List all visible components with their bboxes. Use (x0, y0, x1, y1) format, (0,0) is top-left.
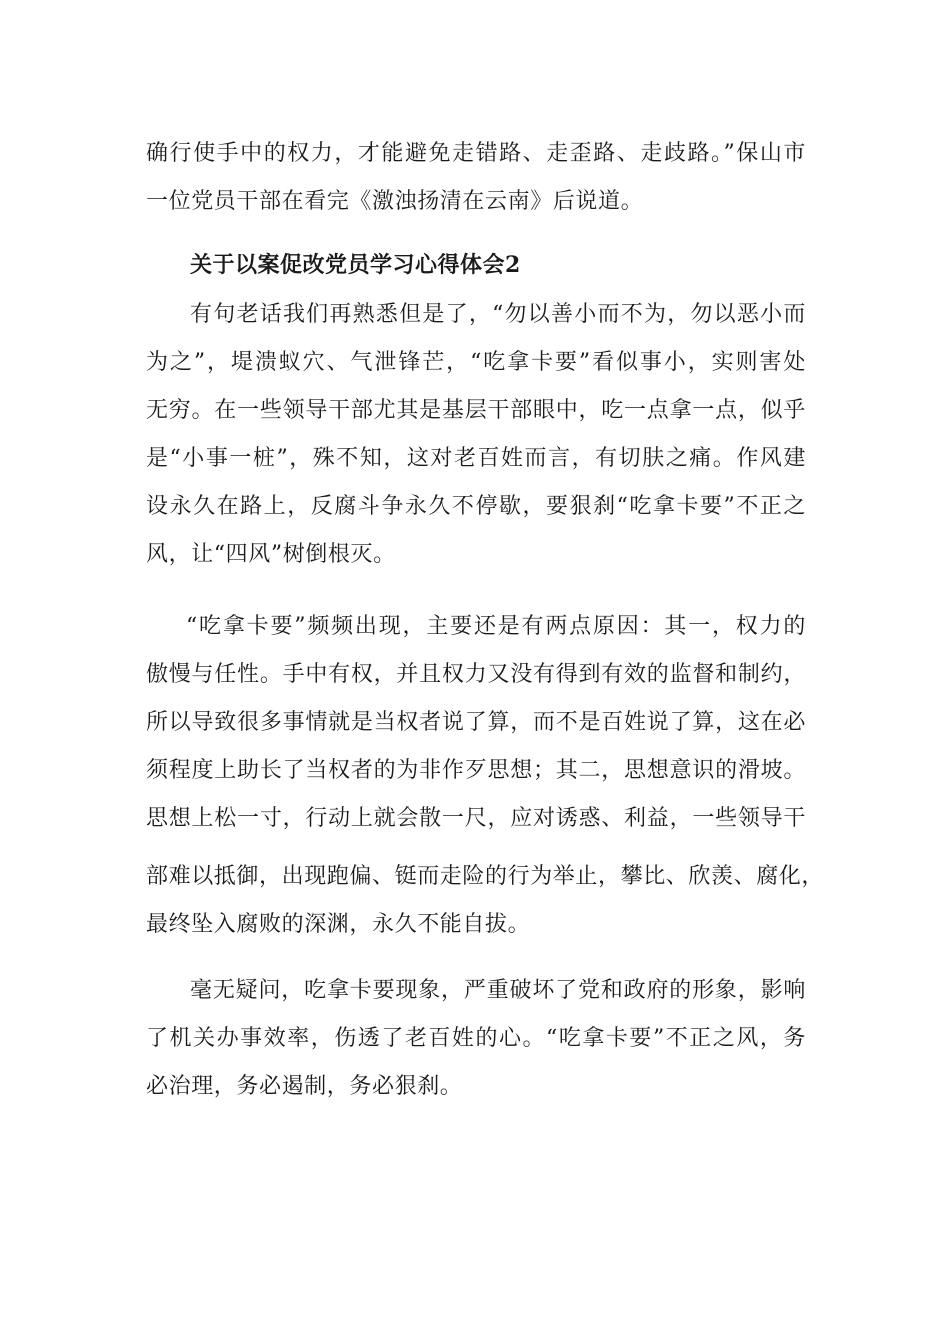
paragraph-3-line-3: 所以导致很多事情就是当权者说了算，而不是百姓说了算，这在必 (146, 710, 806, 735)
section-heading: 关于以案促改党员学习心得体会2 (190, 252, 521, 278)
paragraph-2-line-1: 有句老话我们再熟悉但是了，“勿以善小而不为，勿以恶小而 (190, 302, 806, 327)
paragraph-2-line-3: 无穷。在一些领导干部尤其是基层干部眼中，吃一点拿一点，似乎 (146, 398, 806, 423)
paragraph-2-line-5: 设永久在路上，反腐斗争永久不停歇，要狠刹“吃拿卡要”不正之 (146, 494, 806, 519)
paragraph-3-line-6: 部难以抵御，出现跑偏、铤而走险的行为举止，攀比、欣羡、腐化， (146, 864, 825, 889)
paragraph-3-line-1: “吃拿卡要”频频出现，主要还是有两点原因：其一，权力的 (186, 614, 806, 639)
paragraph-4-line-3: 必治理，务必遏制，务必狠刹。 (146, 1074, 463, 1099)
paragraph-2-line-6: 风，让“四风”树倒根灭。 (146, 542, 396, 567)
paragraph-1-line-2: 一位党员干部在看完《激浊扬清在云南》后说道。 (146, 189, 644, 214)
paragraph-4-line-2: 了机关办事效率，伤透了老百姓的心。“吃拿卡要”不正之风，务 (146, 1026, 806, 1051)
paragraph-2-line-2: 为之”，堤溃蚁穴、气泄锋芒，“吃拿卡要”看似事小，实则害处 (146, 350, 806, 375)
paragraph-3-line-2: 傲慢与任性。手中有权，并且权力又没有得到有效的监督和制约， (146, 662, 806, 687)
paragraph-3-line-5: 思想上松一寸，行动上就会散一尺，应对诱惑、利益，一些领导干 (146, 806, 806, 831)
paragraph-2-line-4: 是“小事一桩”，殊不知，这对老百姓而言，有切肤之痛。作风建 (146, 446, 806, 471)
paragraph-4-line-1: 毫无疑问，吃拿卡要现象，严重破坏了党和政府的形象，影响 (190, 978, 806, 1003)
paragraph-3-line-7: 最终坠入腐败的深渊，永久不能自拔。 (146, 912, 531, 937)
paragraph-3-line-4: 须程度上助长了当权者的为非作歹思想；其二，思想意识的滑坡。 (146, 758, 806, 783)
paragraph-1-line-1: 确行使手中的权力，才能避免走错路、走歪路、走歧路。”保山市 (146, 141, 806, 166)
